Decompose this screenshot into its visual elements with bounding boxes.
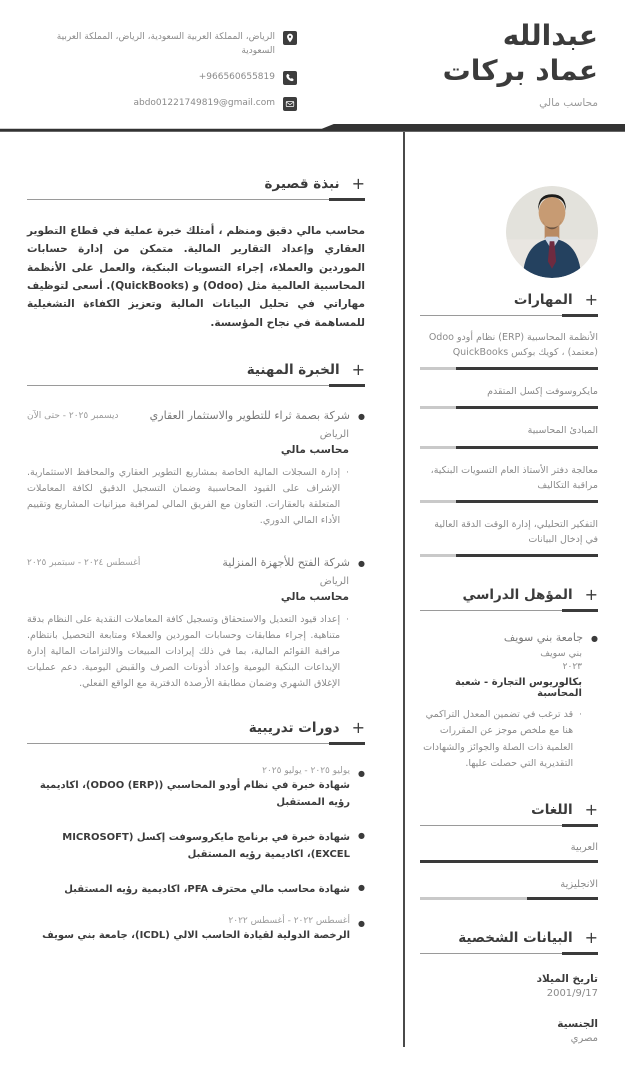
course-name: شهادة محاسب مالي محترف PFA، اكاديمية رؤيه المستقبل	[64, 884, 351, 896]
skill-bar-fill	[456, 367, 598, 370]
name-block	[443, 18, 598, 111]
job-dates: ديسمبر ٢٠٢٥ - حتى الآن	[27, 411, 119, 422]
birthdate-label: تاريخ الميلاد	[536, 972, 598, 985]
dot-icon: ·	[346, 614, 349, 625]
language-label: العربية	[570, 841, 598, 853]
experience-item-header	[27, 555, 365, 572]
language-bar-fill	[420, 860, 598, 863]
section-rule	[420, 825, 598, 826]
plus-icon: +	[584, 289, 598, 309]
course-item	[27, 916, 365, 945]
profile-photo	[506, 186, 598, 278]
languages-title: اللغات	[531, 801, 573, 818]
personal-title: البيانات الشخصية	[458, 929, 573, 946]
plus-icon: +	[351, 360, 365, 380]
section-rule	[27, 743, 365, 744]
job-location: الرياض	[319, 575, 349, 587]
course-item	[27, 828, 365, 863]
language-item	[420, 879, 598, 900]
personal-nationality	[420, 1018, 598, 1044]
plus-icon: +	[351, 718, 365, 738]
summary-title: نبذة قصيرة	[264, 175, 340, 192]
resume-header	[0, 0, 625, 111]
experience-item	[27, 555, 365, 692]
bullet-icon: ●	[358, 769, 365, 779]
job-title: محاسب مالي	[539, 97, 598, 109]
skill-label: معالجة دفتر الأستاذ العام التسويات البنكية، مراقبة التكاليف	[430, 464, 598, 491]
skills-title: المهارات	[513, 291, 573, 308]
phone-text[interactable]: +966560655819	[198, 71, 275, 82]
skill-item	[420, 330, 598, 370]
section-heading-languages	[420, 799, 598, 819]
language-bar	[420, 860, 598, 863]
skill-bar-fill	[456, 446, 598, 449]
section-heading-experience	[27, 362, 365, 378]
personal-birthdate	[420, 973, 598, 999]
education-university	[420, 631, 598, 644]
skill-bar-fill	[456, 554, 598, 557]
course-item	[27, 766, 365, 811]
education-degree: بكالوريوس التجارة - شعبة المحاسبة	[454, 677, 582, 700]
education-city: بني سويف	[540, 648, 582, 660]
course-body	[27, 766, 350, 811]
bullet-icon: ●	[358, 412, 365, 422]
bullet-icon: ●	[358, 918, 365, 928]
language-bar-fill	[527, 897, 598, 900]
education-note	[420, 707, 582, 772]
plus-icon: +	[584, 927, 598, 947]
email-text[interactable]: abdo01221749819@gmail.com	[133, 97, 275, 108]
education-note-text: قد ترغب في تضمين المعدل التراكمي هنا مع ملخص موجز عن المقررات العلمية ذات الصلة والجوائز والشهادات التقديرية التي حصلت عليها.	[423, 709, 574, 769]
header-divider-bar	[0, 124, 625, 132]
skill-bar	[420, 367, 598, 370]
birthdate-value: 2001/9/17	[546, 987, 598, 999]
bullet-icon: ●	[358, 831, 365, 841]
name-line-2: عماد بركات	[442, 54, 598, 87]
language-item	[420, 842, 598, 863]
section-rule	[420, 953, 598, 954]
contact-block	[27, 30, 297, 111]
language-label: الانجليزية	[560, 878, 598, 890]
course-name: الرخصة الدولية لقيادة الحاسب الالي (ICDL)، جامعة بني سويف	[42, 929, 351, 941]
phone-icon	[283, 71, 297, 85]
company-name: شركة بصمة ثراء للتطوير والاستثمار العقاري	[149, 409, 351, 423]
bullet-icon: ●	[591, 634, 598, 644]
dot-icon: ·	[346, 467, 349, 478]
location-pin-icon	[283, 31, 297, 45]
courses-title: دورات تدريبية	[248, 720, 340, 737]
course-item	[27, 880, 365, 899]
education-title: المؤهل الدراسي	[462, 587, 573, 604]
job-role: محاسب مالي	[280, 443, 349, 456]
skill-label: المبادئ المحاسبية	[527, 425, 598, 437]
course-name: شهادة خبرة في نظام أودو المحاسبي (ODOO (ERP))، اكاديمية رؤيه المستقبل	[39, 780, 351, 808]
bullet-icon: ●	[358, 883, 365, 893]
profile-photo-illustration	[506, 186, 598, 278]
skill-item	[420, 517, 598, 557]
company-name: شركة الفتح للأجهزة المنزلية	[222, 556, 351, 570]
course-body	[42, 916, 350, 945]
section-heading-courses	[27, 720, 365, 736]
job-location: الرياض	[319, 428, 349, 440]
university-name: جامعة بني سويف	[503, 631, 584, 645]
job-description	[27, 612, 349, 693]
company-row	[222, 555, 365, 572]
experience-item-header	[27, 408, 365, 425]
skill-item	[420, 423, 598, 448]
skill-bar	[420, 554, 598, 557]
experience-item	[27, 408, 365, 529]
contact-phone	[27, 70, 297, 85]
skill-label: التفكير التحليلي، إدارة الوقت الدقة العالية في إدخال البيانات	[434, 518, 598, 546]
bullet-icon: ●	[358, 559, 365, 569]
dot-icon: ·	[579, 710, 582, 721]
skill-bar	[420, 406, 598, 409]
resume-body	[0, 132, 625, 1047]
contact-email	[27, 96, 297, 111]
job-role: محاسب مالي	[280, 590, 349, 603]
section-rule	[420, 315, 598, 316]
plus-icon: +	[351, 173, 365, 193]
main-column	[27, 132, 365, 1047]
envelope-icon	[283, 97, 297, 111]
plus-icon: +	[584, 799, 598, 819]
course-name: شهادة خبرة في برنامج مايكروسوفت إكسل (MICROSOFT EXCEL)، اكاديمية رؤيه المستقبل	[62, 832, 351, 860]
nationality-value: مصري	[570, 1032, 598, 1044]
plus-icon: +	[584, 585, 598, 605]
job-description-text: إعداد قيود التعديل والاستحقاق وتسجيل كافة المعاملات النقدية على النظام بدقة متناهية. إجراء مطابقات وحسابات الموردين والعملاء ومتابعة التحصيل بانتظام. مراقبة القوائم المالية، بما في ذلك إيرادات المبيعات والالتزامات المالية إدارة الإيداعات البنكية اليومية وإعداد أذونات الصرف والقبض اليومية. دعم عمليات الإغلاق الشهري وضمان مطابقة الأرصدة الدفترية مع الواقع الفعلي.	[27, 613, 341, 690]
summary-text: محاسب مالي دقيق ومنظم ، أمتلك خبرة عملية في قطاع التطوير العقاري وإعداد التقارير المالية. متمكن من إدارة حسابات الموردين والعملاء، إجراء التسويات البنكية، والعمل على الأنظمة المحاسبية العالمية مثل (Odoo) و (QuickBooks). أسعى لتوظيف مهاراتي في تحليل البيانات المالية وتعزيز الكفاءة التشغيلية للمساهمة في نجاح المؤسسة.	[27, 224, 366, 329]
section-rule	[27, 199, 365, 200]
education-year: ٢٠٢٣	[562, 662, 582, 673]
section-heading-summary	[27, 173, 365, 193]
education-item	[420, 631, 598, 772]
skill-bar	[420, 500, 598, 503]
section-heading-education	[420, 587, 598, 603]
language-bar	[420, 897, 598, 900]
job-description	[27, 465, 349, 530]
course-dates: يوليو ٢٠٢٥ - يوليو ٢٠٢٥	[262, 766, 351, 777]
location-text: الرياض، المملكة العربية السعودية، الرياض، المملكة العربية السعودية	[56, 32, 275, 57]
contact-location	[27, 30, 297, 59]
skill-bar	[420, 446, 598, 449]
experience-title: الخبرة المهنية	[246, 362, 340, 379]
skill-bar-fill	[456, 500, 598, 503]
job-description-text: إدارة السجلات المالية الخاصة بمشاريع التطوير العقاري والمحافظ الاستثمارية. الإشراف على القيود المحاسبية وضمان التسجيل الدقيق لكافة المعاملات المتعلقة بالعقارات. التعاون مع الفريق المالي لمراقبة ميزانيات المشاريع وتقييم الأداء المالي الدوري.	[27, 466, 341, 526]
skill-label: مايكروسوفت إكسل المتقدم	[487, 386, 598, 398]
skill-item	[420, 463, 598, 503]
course-dates: أغسطس ٢٠٢٢ - أغسطس ٢٠٢٢	[228, 915, 351, 926]
section-heading-skills	[420, 289, 598, 309]
section-rule	[420, 610, 598, 611]
job-dates: أغسطس ٢٠٢٤ - سبتمبر ٢٠٢٥	[27, 558, 141, 569]
section-rule	[27, 385, 365, 386]
course-body	[27, 828, 350, 863]
column-divider	[403, 132, 405, 1047]
section-heading-personal	[420, 927, 598, 947]
nationality-label: الجنسية	[557, 1017, 598, 1030]
name-line-1: عبدالله	[502, 19, 598, 52]
skill-label: الأنظمة المحاسبية (ERP) نظام أودو Odoo (معتمد) ، كويك بوكس QuickBooks	[428, 331, 598, 358]
sidebar-column	[420, 132, 598, 1047]
course-body	[64, 880, 350, 899]
company-row	[150, 408, 365, 425]
skill-item	[420, 384, 598, 409]
skill-bar-fill	[456, 406, 598, 409]
